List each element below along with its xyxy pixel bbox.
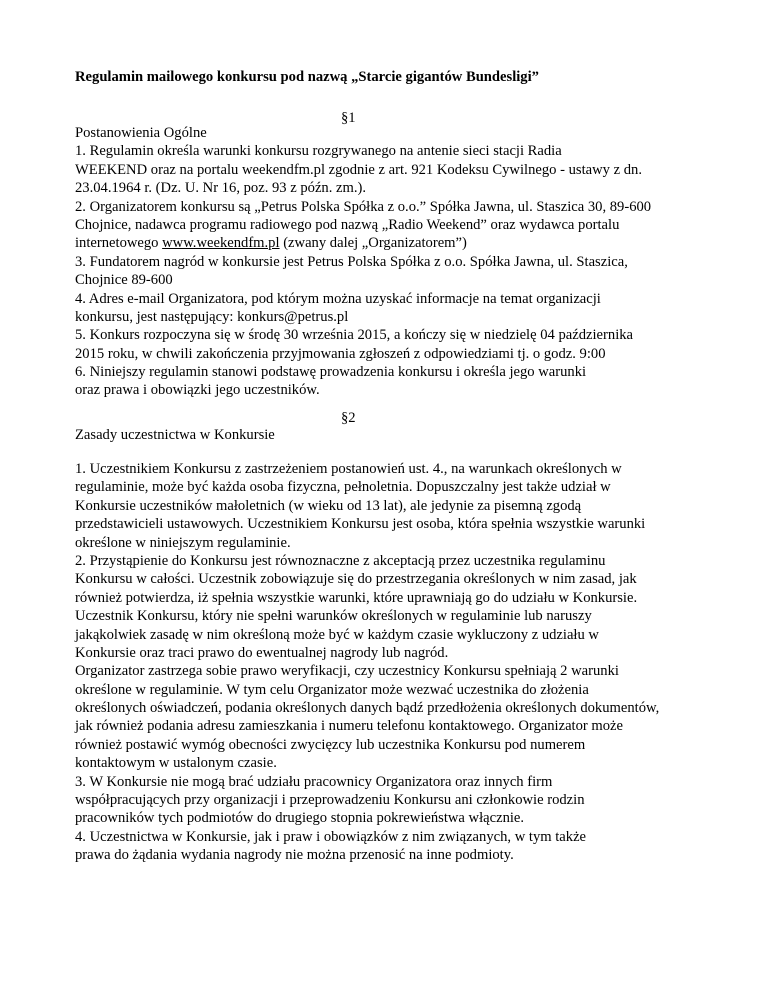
section-2-mark: §2 xyxy=(341,410,356,426)
section-1-heading: Postanowienia Ogólne xyxy=(75,125,207,141)
section-2-line: 3. W Konkursie nie mogą brać udziału pracownicy Organizatora oraz innych firm xyxy=(75,773,553,790)
section-2-line: jakąkolwiek zasadę w nim określoną może być w każdym czasie wykluczony z udziału w xyxy=(75,626,599,643)
section-2-line: określone w regulaminie. W tym celu Organizator może wezwać uczestnika do złożenia xyxy=(75,681,589,698)
section-1-line: 3. Fundatorem nagród w konkursie jest Petrus Polska Spółka z o.o. Spółka Jawna, ul. Staszica, xyxy=(75,253,628,270)
section-2-line: kontaktowym w ustalonym czasie. xyxy=(75,755,277,772)
section-1-body xyxy=(75,124,651,400)
section-1-line: 4. Adres e-mail Organizatora, pod którym można uzyskać informacje na temat organizacji xyxy=(75,290,601,307)
section-2-line: prawa do żądania wydania nagrody nie można przenosić na inne podmioty. xyxy=(75,847,514,864)
section-2-line: pracowników tych podmiotów do drugiego stopnia pokrewieństwa włącznie. xyxy=(75,810,525,827)
section-2-line: również postawić wymóg obecności zwycięzcy lub uczestnika Konkursu pod numerem xyxy=(75,736,586,753)
document-title: Regulamin mailowego konkursu pod nazwą „Starcie gigantów Bundesligi” xyxy=(75,69,539,85)
section-2-line: 2. Przystąpienie do Konkursu jest równoznaczne z akceptacją przez uczestnika regulaminu xyxy=(75,552,606,569)
section-2-line: regulaminie, może być każda osoba fizyczna, pełnoletnia. Dopuszczalny jest także udział w xyxy=(75,479,611,496)
section-2-line: Organizator zastrzega sobie prawo weryfikacji, czy uczestnicy Konkursu spełniają 2 warunki xyxy=(75,663,619,680)
section-1-line: 1. Regulamin określa warunki konkursu rozgrywanego na antenie sieci stacji Radia xyxy=(75,143,562,160)
section-2-body xyxy=(75,460,659,865)
section-1-portal-line xyxy=(75,234,651,252)
section-1-line: 2015 roku, w chwili zakończenia przyjmowania zgłoszeń z odpowiedziami tj. o godz. 9:00 xyxy=(75,345,606,362)
section-1-line: Chojnice, nadawca programu radiowego pod nazwą „Radio Weekend” oraz wydawca portalu xyxy=(75,216,620,233)
section-1-mark: §1 xyxy=(341,110,356,126)
section-1-line: oraz prawa i obowiązki jego uczestników. xyxy=(75,382,320,399)
section-2-line: współpracujących przy organizacji i przeprowadzeniu Konkursu ani członkowie rodzin xyxy=(75,792,585,809)
portal-line-prefix: internetowego xyxy=(75,235,163,252)
section-2-line: Konkursie uczestników małoletnich (w wieku od 13 lat), ale jedynie za pisemną zgodą xyxy=(75,497,582,514)
section-2-line: jak również podania adresu zamieszkania i numeru telefonu kontaktowego. Organizator może xyxy=(75,718,624,735)
section-1-line: 6. Niniejszy regulamin stanowi podstawę prowadzenia konkursu i określa jego warunki xyxy=(75,364,587,381)
section-1-line: 5. Konkurs rozpoczyna się w środę 30 września 2015, a kończy się w niedzielę 04 października xyxy=(75,327,634,344)
section-1-line: konkursu, jest następujący: konkurs@petrus.pl xyxy=(75,308,349,325)
section-2-line: Konkursie oraz traci prawo do ewentualnej nagrody lub nagród. xyxy=(75,644,449,661)
portal-link[interactable]: www.weekendfm.pl xyxy=(162,235,280,252)
section-1-line: 2. Organizatorem konkursu są „Petrus Polska Spółka z o.o.” Spółka Jawna, ul. Staszica 30, 89-600 xyxy=(75,198,652,215)
section-2-line: przedstawicieli ustawowych. Uczestnikiem Konkursu jest osoba, która spełnia wszystkie warunki xyxy=(75,516,646,533)
section-1-line: Chojnice 89-600 xyxy=(75,272,173,289)
section-2-line: Uczestnik Konkursu, który nie spełni warunków określonych w regulaminie lub naruszy xyxy=(75,608,592,625)
section-2-line: również potwierdza, iż spełnia wszystkie warunki, które uprawniają go do udziału w Konkursie. xyxy=(75,589,638,606)
section-1-line: 23.04.1964 r. (Dz. U. Nr 16, poz. 93 z późn. zm.). xyxy=(75,180,367,197)
section-2-line: określone w niniejszym regulaminie. xyxy=(75,534,291,551)
section-2-line: Konkursu w całości. Uczestnik zobowiązuje się do przestrzegania określonych w nim zasad, jak xyxy=(75,571,637,588)
section-1-line: WEEKEND oraz na portalu weekendfm.pl zgodnie z art. 921 Kodeksu Cywilnego - ustawy z dn. xyxy=(75,161,642,178)
section-2-line: 4. Uczestnictwa w Konkursie, jak i praw i obowiązków z nim związanych, w tym także xyxy=(75,828,587,845)
portal-line-suffix: (zwany dalej „Organizatorem”) xyxy=(279,235,467,252)
section-2-heading-block xyxy=(75,426,275,444)
section-2-line: 1. Uczestnikiem Konkursu z zastrzeżeniem postanowień ust. 4., na warunkach określonych w xyxy=(75,461,622,477)
section-2-heading: Zasady uczestnictwa w Konkursie xyxy=(75,427,275,443)
section-2-line: określonych oświadczeń, podania określonych danych bądź przedłożenia określonych dokumentów, xyxy=(75,700,660,717)
